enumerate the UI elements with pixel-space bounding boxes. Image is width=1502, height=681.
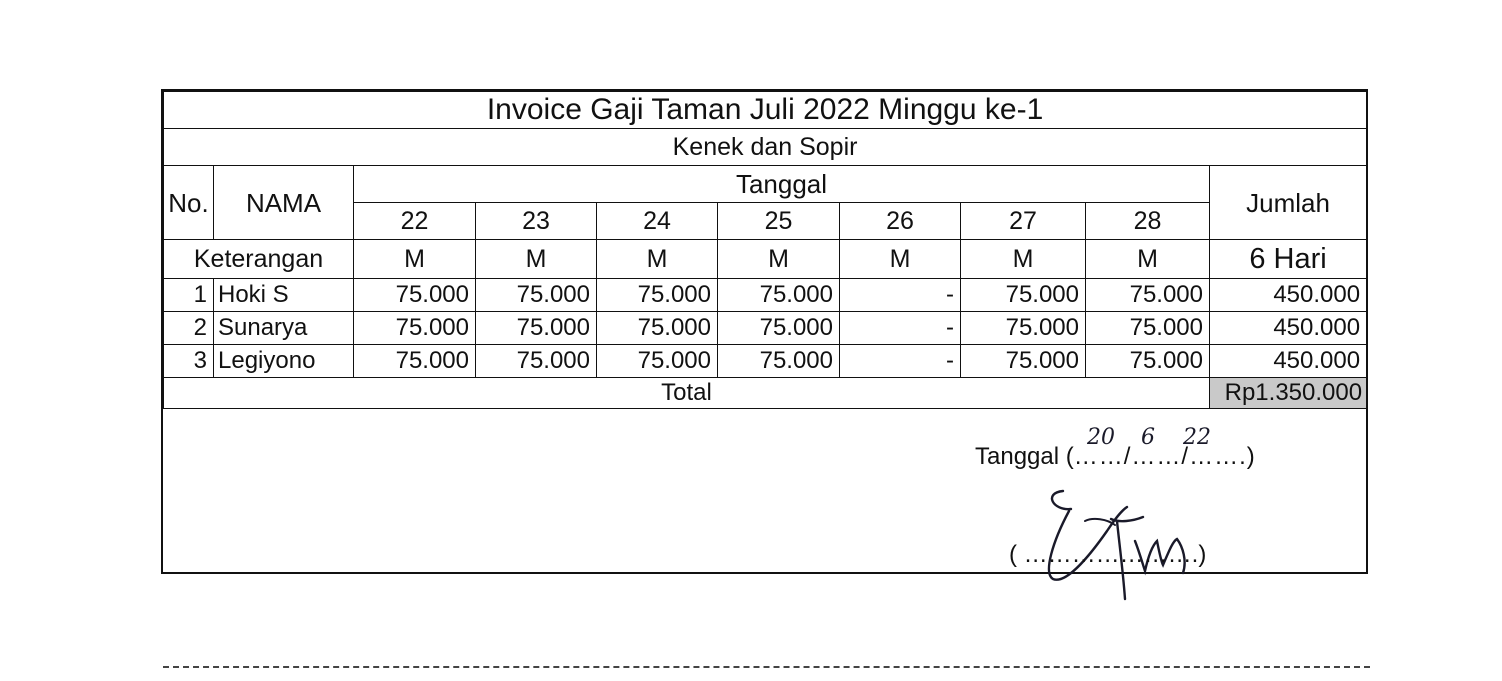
signature-name [1009,541,1206,569]
row-jumlah: 450.000 [1210,345,1367,378]
handwritten-day: 20 [1087,425,1115,450]
row-value: - [840,312,961,345]
row-value: 75.000 [1086,279,1210,312]
header-tanggal: Tanggal [354,166,1210,203]
date-cell: 26 [840,203,961,240]
date-cell: 25 [718,203,840,240]
row-value: - [840,345,961,378]
row-jumlah: 450.000 [1210,279,1367,312]
row-nama: Legiyono [214,345,354,378]
handwritten-month: 6 [1141,425,1155,450]
jumlah-hari: 6 Hari [1210,240,1367,279]
keterangan-code: M [354,240,476,279]
date-close: ) [1246,443,1255,470]
invoice-title: Invoice Gaji Taman Juli 2022 Minggu ke-1 [164,92,1367,129]
row-value: 75.000 [961,345,1086,378]
date-cell: 22 [354,203,476,240]
total-row [164,378,1367,409]
row-value: 75.000 [597,345,718,378]
total-label: Total [164,378,1210,409]
signature-date [975,425,1255,471]
keterangan-code: M [840,240,961,279]
keterangan-code: M [597,240,718,279]
row-value: 75.000 [354,279,476,312]
row-no: 1 [164,279,214,312]
keterangan-code: M [961,240,1086,279]
invoice-sheet [161,89,1368,574]
row-nama: Sunarya [214,312,354,345]
header-no: No. [164,166,214,240]
date-cell: 23 [476,203,597,240]
date-cell: 27 [961,203,1086,240]
row-value: 75.000 [476,312,597,345]
table-row [164,345,1367,378]
handwritten-year: 22 [1183,425,1211,450]
row-jumlah: 450.000 [1210,312,1367,345]
row-no: 2 [164,312,214,345]
row-value: 75.000 [718,312,840,345]
row-value: 75.000 [354,345,476,378]
row-value: 75.000 [718,345,840,378]
row-value: 75.000 [597,279,718,312]
row-value: 75.000 [718,279,840,312]
keterangan-row [164,240,1367,279]
keterangan-code: M [476,240,597,279]
header-nama: NAMA [214,166,354,240]
row-value: 75.000 [961,279,1086,312]
table-row [164,279,1367,312]
signature-area [163,409,1366,568]
total-value: Rp1.350.000 [1210,378,1367,409]
keterangan-code: M [718,240,840,279]
table-row [164,312,1367,345]
row-value: 75.000 [476,345,597,378]
row-value: 75.000 [597,312,718,345]
header-jumlah: Jumlah [1210,166,1367,240]
name-dots: …………………. [1023,541,1199,568]
row-no: 3 [164,345,214,378]
name-open: ( [1009,541,1017,568]
row-value: - [840,279,961,312]
date-cell: 24 [597,203,718,240]
cut-line [163,666,1370,668]
invoice-subtitle: Kenek dan Sopir [164,129,1367,166]
name-close: ) [1198,541,1207,568]
date-dots: ……/……/……. [1073,443,1247,470]
row-value: 75.000 [354,312,476,345]
row-value: 75.000 [961,312,1086,345]
date-label: Tanggal ( [975,443,1074,470]
date-cell: 28 [1086,203,1210,240]
row-value: 75.000 [1086,345,1210,378]
row-nama: Hoki S [214,279,354,312]
keterangan-code: M [1086,240,1210,279]
row-value: 75.000 [1086,312,1210,345]
row-value: 75.000 [476,279,597,312]
invoice-table [163,91,1367,409]
keterangan-label: Keterangan [164,240,354,279]
